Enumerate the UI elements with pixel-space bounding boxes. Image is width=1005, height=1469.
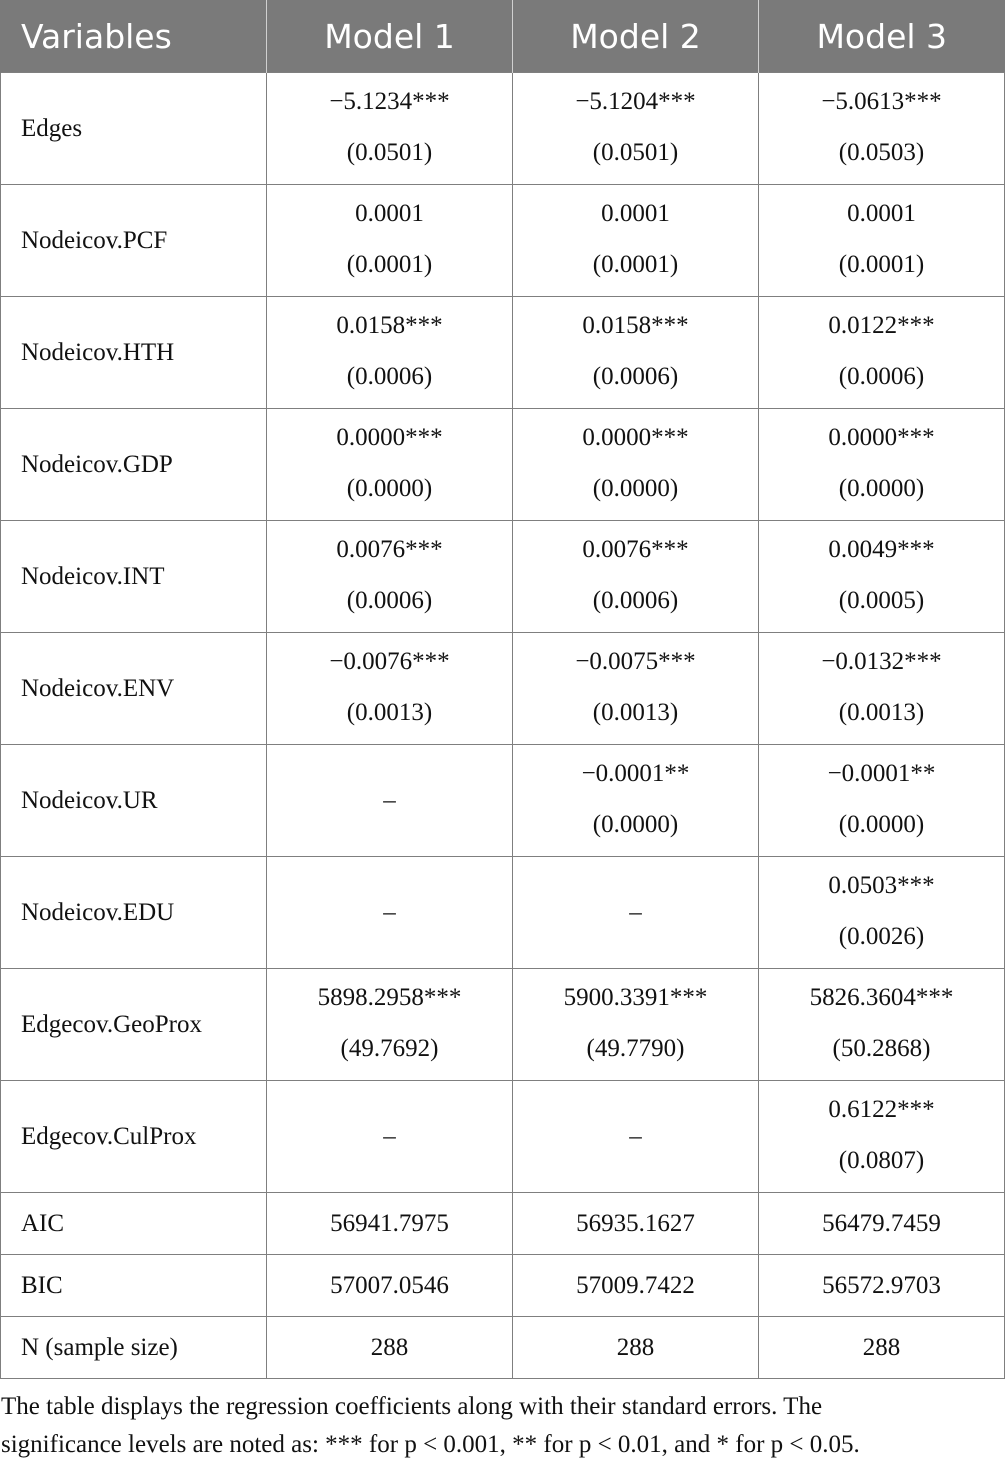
stat-model-2-value: 288 — [513, 1317, 759, 1379]
variable-name: Nodeicov.INT — [1, 521, 267, 633]
coefficient: −0.0076*** — [329, 647, 450, 675]
standard-error: (0.0006) — [592, 362, 679, 390]
empty-dash: – — [629, 1122, 642, 1150]
stat-model-1-value: 56941.7975 — [267, 1193, 513, 1255]
coefficient: 0.0503*** — [828, 871, 935, 899]
header-model-1: Model 1 — [267, 0, 513, 73]
standard-error: (0.0013) — [592, 698, 679, 726]
model-1-cell — [267, 745, 513, 857]
standard-error: (0.0503) — [838, 138, 925, 166]
coefficient: 0.0158*** — [336, 311, 443, 339]
variable-name: Nodeicov.HTH — [1, 297, 267, 409]
model-2-cell — [513, 857, 759, 969]
table-row — [1, 73, 1005, 185]
variable-name: Nodeicov.EDU — [1, 857, 267, 969]
standard-error: (0.0013) — [346, 698, 433, 726]
standard-error: (0.0807) — [838, 1146, 925, 1174]
table-row — [1, 409, 1005, 521]
stat-model-3-value: 288 — [759, 1317, 1005, 1379]
variable-name: Edgecov.CulProx — [1, 1081, 267, 1193]
standard-error: (0.0501) — [346, 138, 433, 166]
table-note-line-1: The table displays the regression coefficients along with their standard errors. The — [1, 1393, 823, 1420]
model-2-cell — [513, 409, 759, 521]
model-1-cell — [267, 969, 513, 1081]
coefficient: −0.0001** — [827, 759, 936, 787]
model-1-cell — [267, 521, 513, 633]
standard-error: (0.0000) — [838, 474, 925, 502]
model-3-cell — [759, 745, 1005, 857]
standard-error: (0.0001) — [592, 250, 679, 278]
variable-name: Nodeicov.UR — [1, 745, 267, 857]
coefficient: 0.0001 — [847, 199, 916, 227]
table-row — [1, 969, 1005, 1081]
coefficient: 0.0122*** — [828, 311, 935, 339]
stat-name: AIC — [1, 1193, 267, 1255]
standard-error: (0.0026) — [838, 922, 925, 950]
model-3-cell — [759, 297, 1005, 409]
stat-row — [1, 1255, 1005, 1317]
empty-dash: – — [383, 898, 396, 926]
header-model-2: Model 2 — [513, 0, 759, 73]
standard-error: (0.0006) — [838, 362, 925, 390]
standard-error: (0.0001) — [838, 250, 925, 278]
model-1-cell — [267, 73, 513, 185]
stat-model-2-value: 56935.1627 — [513, 1193, 759, 1255]
coefficient: 0.0001 — [601, 199, 670, 227]
standard-error: (0.0006) — [346, 362, 433, 390]
standard-error: (49.7790) — [586, 1034, 685, 1062]
coefficient: 0.0158*** — [582, 311, 689, 339]
standard-error: (0.0005) — [838, 586, 925, 614]
table-note — [1, 1388, 1001, 1464]
model-2-cell — [513, 1081, 759, 1193]
variable-name: Nodeicov.ENV — [1, 633, 267, 745]
model-3-cell — [759, 857, 1005, 969]
table-header — [1, 0, 1005, 73]
coefficient: 5826.3604*** — [809, 983, 954, 1011]
variable-name: Nodeicov.PCF — [1, 185, 267, 297]
variable-name: Edges — [1, 73, 267, 185]
coefficient: 0.6122*** — [828, 1095, 935, 1123]
coefficient: 0.0001 — [355, 199, 424, 227]
stat-name: BIC — [1, 1255, 267, 1317]
model-1-cell — [267, 409, 513, 521]
standard-error: (0.0501) — [592, 138, 679, 166]
table-row — [1, 185, 1005, 297]
model-2-cell — [513, 185, 759, 297]
stat-name: N (sample size) — [1, 1317, 267, 1379]
empty-dash: – — [629, 898, 642, 926]
model-3-cell — [759, 633, 1005, 745]
empty-dash: – — [383, 1122, 396, 1150]
empty-dash: – — [383, 786, 396, 814]
table-row — [1, 1081, 1005, 1193]
model-2-cell — [513, 633, 759, 745]
stat-model-3-value: 56479.7459 — [759, 1193, 1005, 1255]
coefficient: −5.1234*** — [329, 87, 450, 115]
standard-error: (0.0013) — [838, 698, 925, 726]
stat-model-3-value: 56572.9703 — [759, 1255, 1005, 1317]
table-row — [1, 857, 1005, 969]
coefficient: 5900.3391*** — [563, 983, 708, 1011]
model-1-cell — [267, 185, 513, 297]
table-row — [1, 521, 1005, 633]
model-3-cell — [759, 185, 1005, 297]
header-row — [1, 0, 1005, 73]
variable-name: Nodeicov.GDP — [1, 409, 267, 521]
variable-name: Edgecov.GeoProx — [1, 969, 267, 1081]
coefficient: 0.0076*** — [336, 535, 443, 563]
model-1-cell — [267, 633, 513, 745]
model-2-cell — [513, 969, 759, 1081]
stat-row — [1, 1317, 1005, 1379]
standard-error: (0.0006) — [346, 586, 433, 614]
coefficient: 5898.2958*** — [317, 983, 462, 1011]
coefficient: −5.0613*** — [821, 87, 942, 115]
model-3-cell — [759, 521, 1005, 633]
standard-error: (0.0000) — [592, 474, 679, 502]
table-body — [1, 73, 1005, 1379]
stat-model-1-value: 57007.0546 — [267, 1255, 513, 1317]
model-3-cell — [759, 1081, 1005, 1193]
standard-error: (0.0000) — [838, 810, 925, 838]
model-2-cell — [513, 521, 759, 633]
coefficient: −0.0001** — [581, 759, 690, 787]
standard-error: (0.0006) — [592, 586, 679, 614]
coefficient: 0.0076*** — [582, 535, 689, 563]
model-3-cell — [759, 409, 1005, 521]
coefficient: −5.1204*** — [575, 87, 696, 115]
standard-error: (50.2868) — [832, 1034, 931, 1062]
header-model-3: Model 3 — [759, 0, 1005, 73]
model-2-cell — [513, 73, 759, 185]
coefficient: 0.0000*** — [582, 423, 689, 451]
model-1-cell — [267, 857, 513, 969]
stat-model-2-value: 57009.7422 — [513, 1255, 759, 1317]
standard-error: (0.0000) — [592, 810, 679, 838]
header-variables: Variables — [1, 0, 267, 73]
standard-error: (0.0000) — [346, 474, 433, 502]
model-2-cell — [513, 297, 759, 409]
table-row — [1, 633, 1005, 745]
table-note-line-2: significance levels are noted as: *** for p < 0.001, ** for p < 0.01, and * for p < 0.05. — [1, 1431, 860, 1458]
standard-error: (49.7692) — [340, 1034, 439, 1062]
coefficient: 0.0049*** — [828, 535, 935, 563]
coefficient: −0.0132*** — [821, 647, 942, 675]
model-1-cell — [267, 297, 513, 409]
model-3-cell — [759, 73, 1005, 185]
table-row — [1, 745, 1005, 857]
coefficient: 0.0000*** — [336, 423, 443, 451]
model-2-cell — [513, 745, 759, 857]
stat-row — [1, 1193, 1005, 1255]
standard-error: (0.0001) — [346, 250, 433, 278]
stat-model-1-value: 288 — [267, 1317, 513, 1379]
coefficient: 0.0000*** — [828, 423, 935, 451]
model-3-cell — [759, 969, 1005, 1081]
model-1-cell — [267, 1081, 513, 1193]
coefficient: −0.0075*** — [575, 647, 696, 675]
table-row — [1, 297, 1005, 409]
